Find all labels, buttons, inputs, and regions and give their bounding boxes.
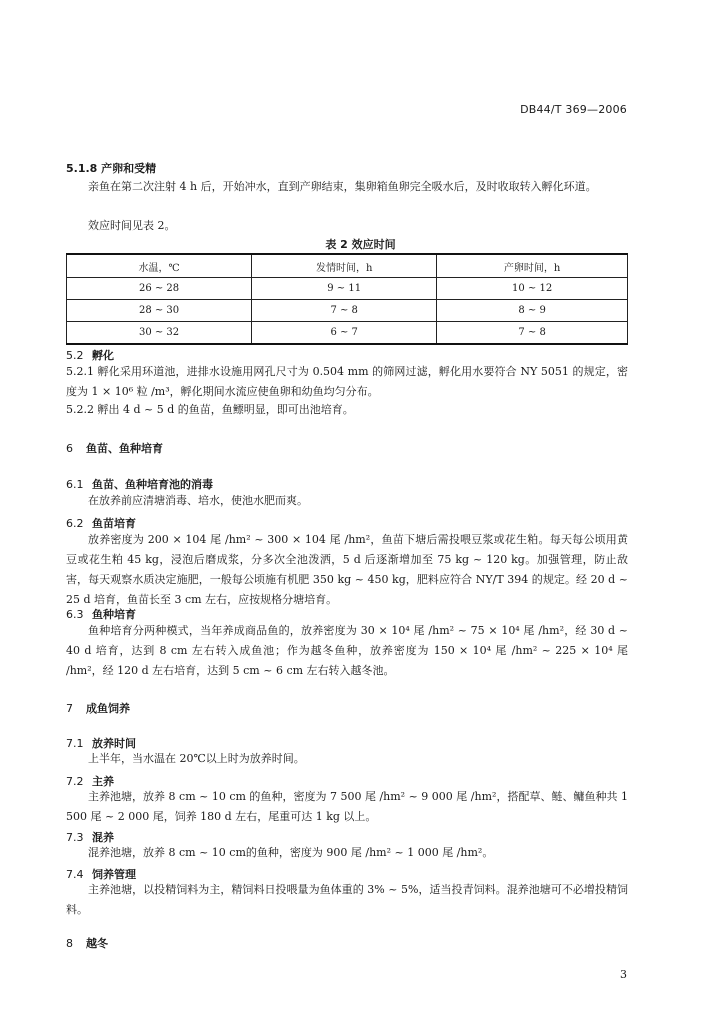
section-number: 7.2	[66, 775, 84, 788]
section-number: 8	[66, 937, 73, 950]
section-heading-7	[66, 700, 130, 716]
section-number: 7	[66, 702, 73, 715]
table-header-cell: 水温，℃	[67, 254, 252, 278]
section-number: 7.4	[66, 868, 84, 881]
table-cell: 28 ~ 30	[67, 300, 252, 322]
section-number: 6.2	[66, 517, 84, 530]
section-number: 7.3	[66, 831, 84, 844]
section-title: 放养时间	[92, 737, 136, 750]
paragraph-5-2-2: 5.2.2 孵出 4 d ~ 5 d 的鱼苗，鱼鳔明显，即可出池培育。	[66, 403, 354, 416]
paragraph-7-2: 主养池塘，放养 8 cm ~ 10 cm 的鱼种，密度为 7 500 尾 /hm² ~ 9 000 尾 /hm²，搭配草、鲢、鳙鱼种共 1 500 尾 ~ 2 000 尾，饲养 180 d 左右，尾重可达 1 kg 以上。	[66, 790, 628, 823]
section-number: 6.3	[66, 608, 84, 621]
section-number: 6	[66, 442, 73, 455]
standard-number: DB44/T 369—2006	[520, 103, 627, 116]
paragraph-7-4: 主养池塘，以投精饲料为主，精饲料日投喂量为鱼体重的 3% ~ 5%，适当投青饲料。混养池塘可不必增投精饲料。	[66, 883, 628, 916]
section-heading-6-1	[66, 476, 213, 492]
paragraph-5-1-8: 亲鱼在第二次注射 4 h 后，开始冲水，直到产卵结束，集卵箱鱼卵完全吸水后，及时收取转入孵化环道。	[88, 180, 597, 193]
section-heading-6-2	[66, 515, 136, 531]
paragraph-6-3: 鱼种培育分两种模式，当年养成商品鱼的，放养密度为 30 × 10⁴ 尾 /hm² ~ 75 × 10⁴ 尾 /hm²，经 30 d ~ 40 d 培育，达到 8 cm 左右转入成鱼池；作为越冬鱼种，放养密度为 150 × 10⁴ 尾 /hm² ~ 225 × 10⁴ 尾 /hm²，经 120 d 左右培育，达到 5 cm ~ 6 cm 左右转入越冬池。	[66, 624, 628, 677]
section-heading-6-3	[66, 606, 136, 622]
table-header-cell: 产卵时间，h	[437, 254, 628, 278]
section-title: 主养	[92, 775, 114, 788]
table-row	[67, 322, 628, 345]
section-title: 孵化	[92, 349, 114, 362]
section-title: 饲养管理	[92, 868, 136, 881]
effect-time-table	[66, 253, 628, 345]
section-title: 混养	[92, 831, 114, 844]
table-header-cell: 发情时间，h	[252, 254, 437, 278]
paragraph-7-1: 上半年，当水温在 20℃以上时为放养时间。	[88, 752, 305, 765]
section-title: 成鱼饲养	[86, 702, 130, 715]
section-title: 鱼苗、鱼种培育池的消毒	[92, 478, 213, 491]
table-cell: 26 ~ 28	[67, 278, 252, 300]
section-title: 越冬	[86, 937, 108, 950]
page-number: 3	[620, 968, 627, 981]
section-heading-5-1-8: 5.1.8 产卵和受精	[66, 162, 157, 175]
section-number: 7.1	[66, 737, 84, 750]
table-cell: 8 ~ 9	[437, 300, 628, 322]
section-title: 鱼种培育	[92, 608, 136, 621]
paragraph-5-2-1: 5.2.1 孵化采用环道池，进排水设施用网孔尺寸为 0.504 mm 的筛网过滤，孵化用水要符合 NY 5051 的规定，密度为 1 × 10⁶ 粒 /m³，孵化期间水流应使鱼卵和幼鱼均匀分布。	[66, 365, 628, 398]
table-row	[67, 278, 628, 300]
section-heading-8	[66, 935, 108, 951]
section-number: 6.1	[66, 478, 84, 491]
section-title: 鱼苗培育	[92, 517, 136, 530]
table-caption: 表 2 效应时间	[325, 238, 396, 251]
section-title: 鱼苗、鱼种培育	[86, 442, 163, 455]
section-heading-5-2	[66, 347, 114, 363]
paragraph-table-ref: 效应时间见表 2。	[88, 219, 176, 232]
table-row	[67, 300, 628, 322]
table-cell: 7 ~ 8	[437, 322, 628, 345]
section-heading-6	[66, 440, 163, 456]
table-cell: 9 ~ 11	[252, 278, 437, 300]
paragraph-6-2: 放养密度为 200 × 104 尾 /hm² ~ 300 × 104 尾 /hm²，鱼苗下塘后需投喂豆浆或花生粕。每天每公顷用黄豆或花生粕 45 kg，浸泡后磨成浆，分多次全池泼洒，5 d 后逐渐增加至 75 kg ~ 120 kg。加强管理，防止敌害，每天观察水质决定施肥，一般每公顷施有机肥 350 kg ~ 450 kg，肥料应符合 NY/T 394 的规定。经 20 d ~ 25 d 培育，鱼苗长至 3 cm 左右，应按规格分塘培育。	[66, 533, 628, 606]
paragraph-6-1: 在放养前应清塘消毒、培水，使池水肥而爽。	[88, 494, 308, 507]
paragraph-7-3: 混养池塘，放养 8 cm ~ 10 cm的鱼种，密度为 900 尾 /hm² ~ 1 000 尾 /hm²。	[88, 846, 494, 859]
section-number: 5.2	[66, 349, 84, 362]
table-cell: 7 ~ 8	[252, 300, 437, 322]
table-cell: 10 ~ 12	[437, 278, 628, 300]
table-header-row	[67, 254, 628, 278]
table-cell: 30 ~ 32	[67, 322, 252, 345]
table-cell: 6 ~ 7	[252, 322, 437, 345]
